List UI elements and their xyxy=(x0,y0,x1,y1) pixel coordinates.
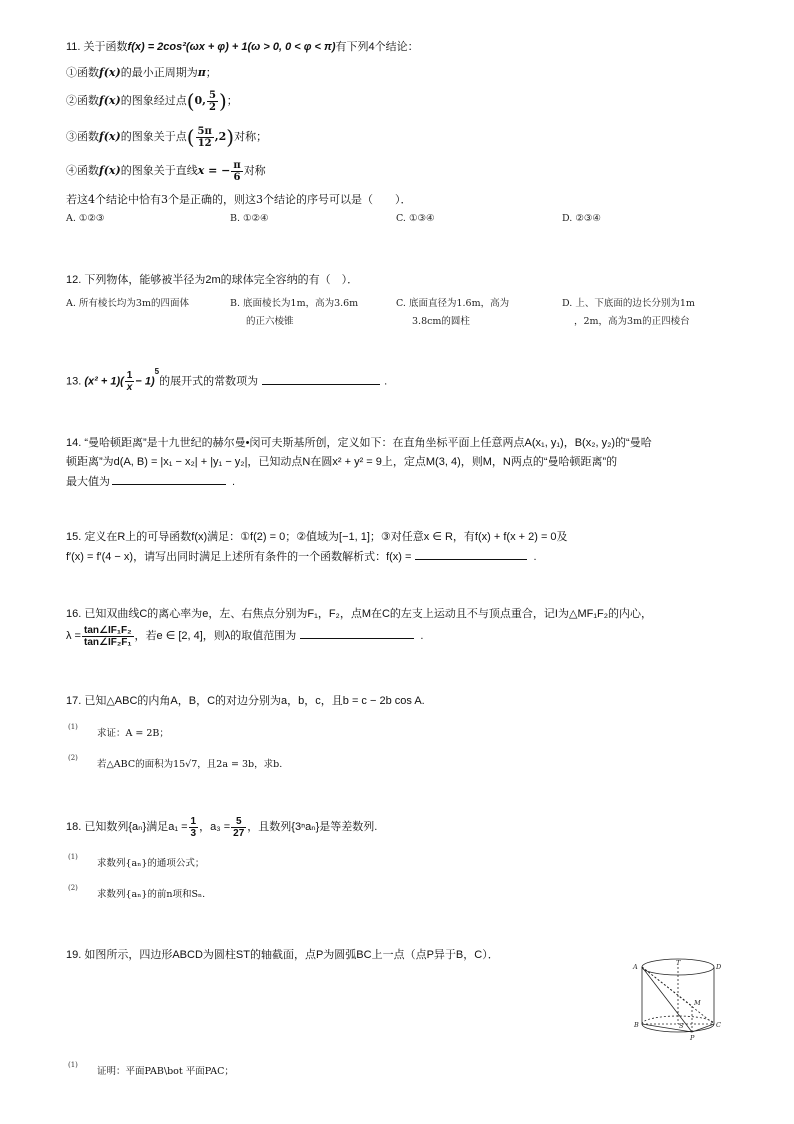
q12-stem: 12. 下列物体，能够被半径为2m的球体完全容纳的有（ ）． xyxy=(66,274,359,286)
label-d: D xyxy=(716,963,722,971)
cylinder-figure xyxy=(632,952,728,1044)
q18-stem: 18. 已知数列{aₙ}满足a₁ = $\frac{1}{3}$ ，a₃ = $\frac{5}{27}$ ，且数列{3ⁿaₙ}是等差数列. xyxy=(66,815,378,839)
q12-option-c-line2: 3.8cm的圆柱 xyxy=(412,316,470,327)
q19-part1: 证明：平面PAB\bot 平面PAC； xyxy=(97,1066,234,1077)
q11-formula: f(x) = 2cos²(ωx + φ) + 1(ω > 0, 0 < φ < π) xyxy=(127,41,336,53)
q12-option-d-line2: ，2m，高为3m的正四棱台 xyxy=(574,316,690,327)
q11-conclusion-1: ①函数f(x)的最小正周期为π； xyxy=(66,66,217,79)
q18-part2-number: (2) xyxy=(68,884,78,892)
label-c: C xyxy=(716,1021,721,1029)
q16-line1: 16. 已知双曲线C的离心率为e，左、右焦点分别为F₁，F₂，点M在C的左支上运动且不与顶点重合，记I为△MF₁F₂的内心， xyxy=(66,608,653,620)
q11-option-c: C. ①③④ xyxy=(396,213,435,224)
q17-part2: 若△ABC的面积为15√7，且2a = 3b，求b. xyxy=(97,759,283,770)
q15-line2: f′(x) = f′(4 − x)，请写出同时满足上述所有条件的一个函数解析式：f(x) = . xyxy=(66,551,537,563)
q11-conclusion-3: ③函数f(x)的图象关于点( $\frac{5\pi}{12}$ ,2)对称； xyxy=(66,125,268,149)
q18-part1-number: (1) xyxy=(68,853,78,861)
label-a: A xyxy=(633,963,638,971)
q12-option-a: A. 所有棱长均为3m的四面体 xyxy=(66,298,189,309)
q15-answer-blank[interactable] xyxy=(415,549,527,560)
q12-option-c-line1: C. 底面直径为1.6m，高为 xyxy=(396,298,510,309)
q11-stem: 11. 关于函数f(x) = 2cos²(ωx + φ) + 1(ω > 0, 0 < φ < π)有下列4个结论： xyxy=(66,41,419,53)
q18-part2: 求数列{aₙ}的前n项和Sₙ. xyxy=(97,889,206,900)
q17-part1: 求证：A = 2B； xyxy=(97,728,169,739)
q13-answer-blank[interactable] xyxy=(262,374,380,385)
q19-stem: 19. 如图所示，四边形ABCD为圆柱ST的轴截面，点P为圆弧BC上一点（点P异于B，C）． xyxy=(66,949,499,961)
q17-part1-number: (1) xyxy=(68,723,78,731)
q16-line2: λ = $\frac{\text{tan∠IF₁F₂}}{\text{tan∠IF₂F₁}}$ ，若e ∈ [2, 4]，则λ的取值范围为 . xyxy=(66,624,424,648)
label-t: T xyxy=(676,959,681,967)
segment-bp xyxy=(642,1024,692,1032)
q19-part1-number: (1) xyxy=(68,1061,78,1069)
q11-conclusion-4: ④函数f(x)的图象关于直线x = − $\frac{\pi}{6}$ 对称 xyxy=(66,159,266,183)
q16-answer-blank[interactable] xyxy=(300,628,414,639)
q12-option-b-line2: 的正六棱锥 xyxy=(246,316,294,327)
q15-line1: 15. 定义在R上的可导函数f(x)满足：①f(2) = 0；②值域为[−1, 1]；③对任意x ∈ R，有f(x) + f(x + 2) = 0及 xyxy=(66,531,568,543)
q11-conclusion-2: ②函数f(x)的图象经过点(0, $\frac{5}{2}$ )； xyxy=(66,89,238,113)
label-m: M xyxy=(694,999,701,1007)
segment-ap xyxy=(642,967,692,1032)
q17-part2-number: (2) xyxy=(68,754,78,762)
label-p: P xyxy=(690,1034,695,1042)
q13-stem: 13. (x² + 1)( $\frac{1}{x}$ − 1)$^5$的展开式的常数项为 . xyxy=(66,367,388,394)
q11-option-b: B. ①②④ xyxy=(230,213,269,224)
q14-line2: 顿距离”为d(A, B) = |x₁ − x₂| + |y₁ − y₂|，已知动点N在圆x² + y² = 9上，定点M(3, 4)，则M，N两点的“曼哈顿距离”的 xyxy=(66,456,618,468)
q14-answer-blank[interactable] xyxy=(112,474,226,485)
q11-option-a: A. ①②③ xyxy=(66,213,105,224)
q12-option-b-line1: B. 底面棱长为1m，高为3.6m xyxy=(230,298,359,309)
q14-line3: 最大值为 . xyxy=(66,476,236,488)
q17-stem: 17. 已知△ABC的内角A，B，C的对边分别为a，b，c，且b = c − 2b cos A. xyxy=(66,695,425,707)
q11-ask: 若这4个结论中恰有3个是正确的，则这3个结论的序号可以是（ ）． xyxy=(66,193,412,206)
q14-line1: 14. “曼哈顿距离”是十九世纪的赫尔曼•闵可夫斯基所创，定义如下：在直角坐标平面上任意两点A(x₁, y₁)，B(x₂, y₂)的“曼哈 xyxy=(66,437,652,449)
segment-cp xyxy=(692,1024,714,1032)
label-s: S xyxy=(679,1022,684,1030)
q11-option-d: D. ②③④ xyxy=(562,213,601,224)
q18-part1: 求数列{aₙ}的通项公式； xyxy=(97,858,205,869)
label-b: B xyxy=(634,1021,639,1029)
q12-option-d-line1: D. 上、下底面的边长分别为1m xyxy=(562,298,695,309)
